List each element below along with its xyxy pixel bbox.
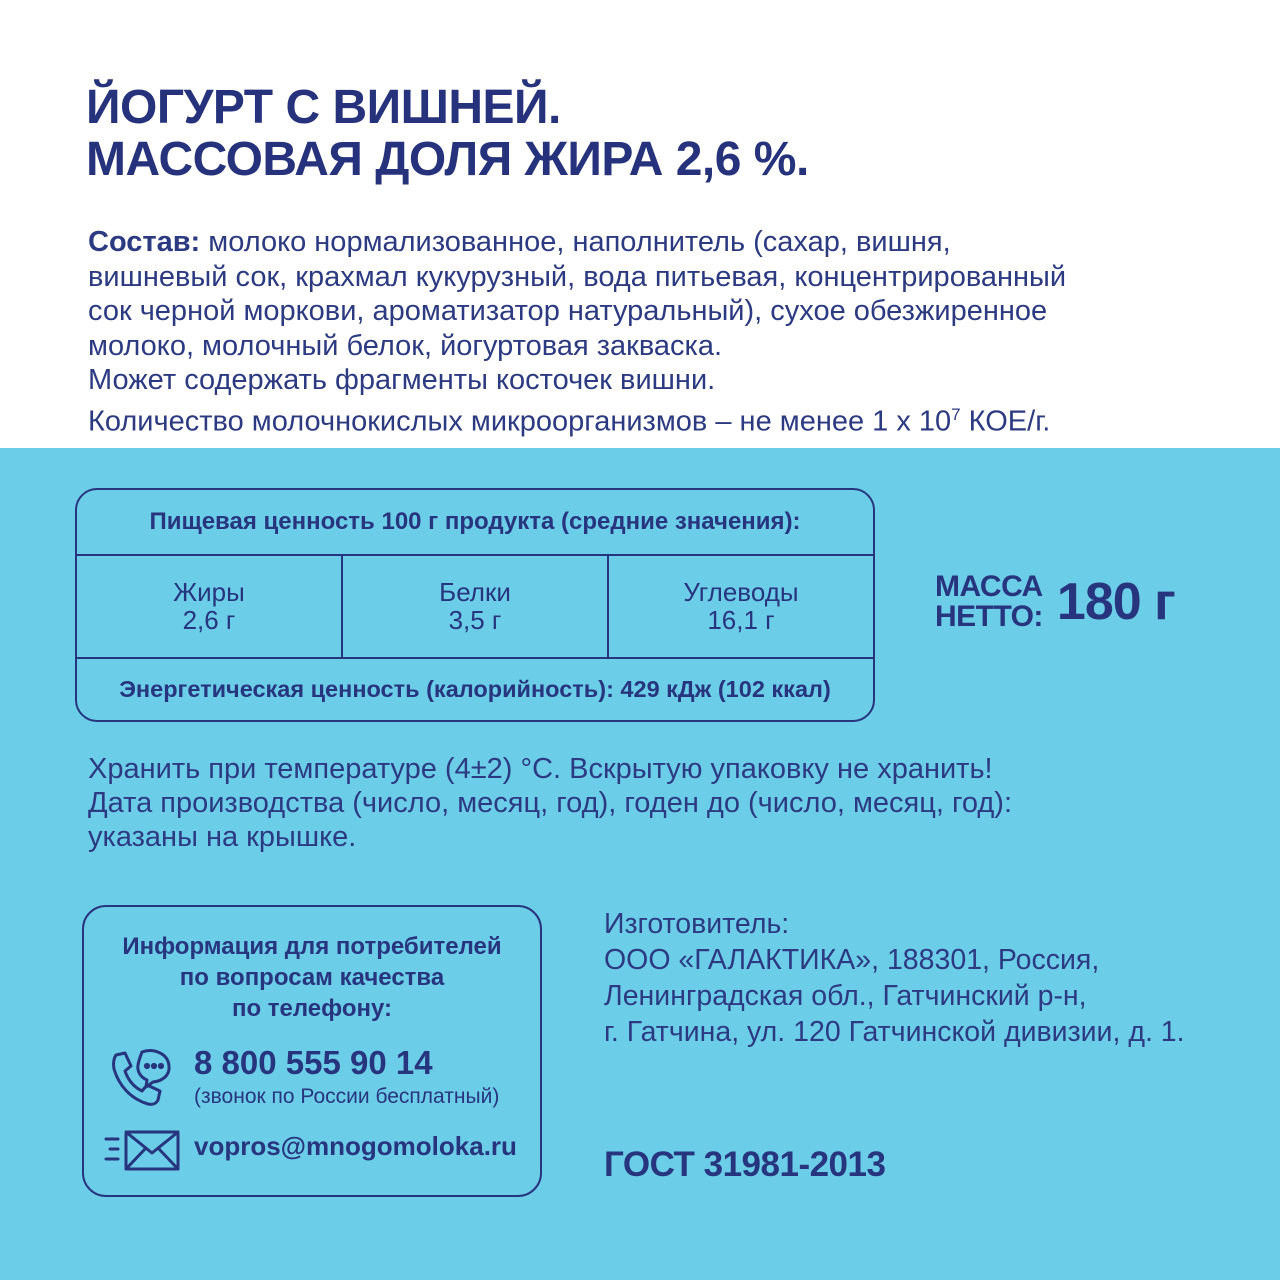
microorganisms-prefix: Количество молочнокислых микроорганизмов – не менее 1 х 10: [88, 405, 952, 438]
nutrient-name: Белки: [439, 576, 511, 607]
composition-label: Состав:: [88, 226, 201, 258]
storage-line: Хранить при температуре (4±2) °С. Вскрытую упаковку не хранить!: [88, 753, 993, 785]
net-mass: [935, 572, 1175, 632]
nutrition-header: Пищевая ценность 100 г продукта (средние значения):: [77, 490, 873, 556]
nutrition-cell-protein: [341, 554, 607, 657]
nutrition-row: [77, 554, 873, 659]
nutrient-value: 2,6 г: [182, 604, 236, 635]
composition-line: сок черной моркови, ароматизатор натуральный), сухое обезжиренное: [88, 295, 1048, 327]
manufacturer-label: Изготовитель:: [604, 908, 790, 940]
storage-line: указаны на крышке.: [88, 821, 357, 853]
consumer-info-heading: [84, 931, 540, 1024]
microorganisms-suffix: КОЕ/г.: [960, 405, 1051, 438]
product-title: [86, 82, 809, 186]
heading-line: по вопросам качества: [179, 964, 445, 991]
heading-line: Информация для потребителей: [122, 933, 502, 960]
consumer-info-box: [82, 905, 542, 1197]
nutrition-table: [75, 488, 875, 722]
nutrition-cell-fat: [77, 554, 341, 657]
manufacturer-info: [604, 906, 1244, 1050]
nutrient-value: 3,5 г: [448, 604, 502, 635]
nutrient-name: Углеводы: [683, 576, 799, 607]
composition-line: молоко, молочный белок, йогуртовая закваска.: [88, 329, 723, 362]
manufacturer-line: ООО «ГАЛАКТИКА», 188301, Россия,: [604, 944, 1100, 976]
microorganisms-line: [88, 398, 1208, 439]
manufacturer-line: г. Гатчина, ул. 120 Гатчинской дивизии, д. 1.: [604, 1016, 1185, 1048]
mass-label: [935, 572, 1043, 632]
manufacturer-line: Ленинградская обл., Гатчинский р-н,: [604, 980, 1087, 1012]
nutrient-value: 16,1 г: [707, 604, 775, 635]
phone-chat-icon: [106, 1047, 176, 1117]
mass-label-line1: МАССА: [935, 570, 1043, 603]
composition-line: [88, 225, 1208, 260]
composition-notice: Может содержать фрагменты косточек вишни.: [88, 364, 716, 396]
composition-text: молоко нормализованное, наполнитель (сахар, вишня,: [200, 226, 951, 258]
product-title-line2: МАССОВАЯ ДОЛЯ ЖИРА 2,6 %.: [86, 133, 809, 186]
email-link[interactable]: vopros@mnogomoloka.ru: [194, 1131, 517, 1161]
envelope-icon: [104, 1129, 182, 1173]
phone-note: (звонок по России бесплатный): [194, 1085, 500, 1108]
composition-line: вишневый сок, крахмал кукурузный, вода питьевая, концентрированный: [88, 260, 1067, 293]
composition-block: [88, 225, 1208, 439]
energy-value: Энергетическая ценность (калорийность): 429 кДж (102 ккал): [119, 675, 831, 702]
mass-value: 180 г: [1056, 573, 1175, 631]
storage-info: [88, 752, 1188, 854]
mass-label-line2: НЕТТО:: [935, 600, 1043, 633]
nutrition-cell-carbs: [607, 554, 873, 657]
heading-line: по телефону:: [231, 995, 393, 1022]
phone-number[interactable]: 8 800 555 90 14: [194, 1044, 433, 1081]
storage-line: Дата производства (число, месяц, год), годен до (число, месяц, год):: [88, 787, 1013, 819]
gost-standard: ГОСТ 31981-2013: [604, 1145, 886, 1184]
product-title-line1: ЙОГУРТ С ВИШНЕЙ.: [86, 81, 561, 134]
nutrient-name: Жиры: [173, 576, 245, 607]
microorganisms-exponent: 7: [951, 404, 961, 424]
